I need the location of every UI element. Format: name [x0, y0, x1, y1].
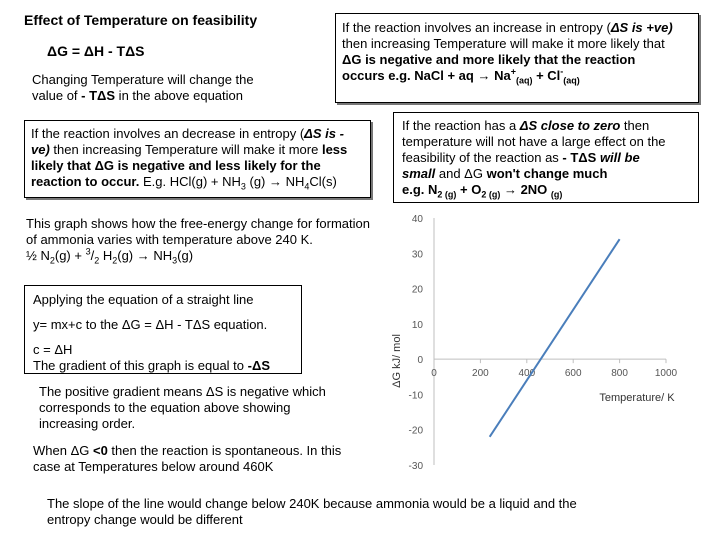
y-tick-label: 0 — [417, 355, 423, 367]
free-energy-chart — [385, 205, 699, 485]
entropy-zero-box: If the reaction has a ΔS close to zero then temperature will not have a large effect on the feasibility of the reaction as - TΔS will be small and ΔG won't change much e.g. $N_{2 (g)} + O_{2 (g)} \to 2NO$ $_{(g)}$ — [393, 112, 699, 203]
spontaneous-text: When ΔG <0 then the reaction is spontaneous. In this case at Temperatures below around 460K — [33, 443, 342, 474]
y-tick-label: 40 — [411, 214, 423, 225]
x-tick-label: 0 — [431, 368, 437, 380]
positive-gradient-text: The positive gradient means ΔS is negative which corresponds to the equation above showing increasing order. — [39, 384, 326, 431]
y-tick-label: 30 — [411, 249, 423, 261]
y-tick-label: -20 — [408, 425, 423, 437]
entropy-increase-box: If the reaction involves an increase in entropy (ΔS is +ve) then increasing Temperature will make it more likely that ΔG is negative and more likely that the reaction occurs e.g. NaCl + aq → $Na^+_{(aq)} + Cl^-_{(aq)}$ — [335, 13, 699, 103]
y-tick-label: 10 — [411, 319, 423, 331]
x-axis-label: Temperature/ K — [599, 392, 675, 404]
x-tick-label: 600 — [564, 368, 582, 380]
y-tick-label: -10 — [408, 390, 423, 402]
y-axis-label: ΔG kJ/ mol — [391, 334, 403, 388]
series-line — [490, 239, 620, 437]
y-tick-label: -30 — [408, 461, 423, 472]
x-tick-label: 1000 — [654, 368, 678, 380]
y-tick-label: 20 — [411, 284, 423, 296]
main-equation: ΔG = ΔH - TΔS — [47, 43, 145, 59]
graph-description: This graph shows how the free-energy change for formation of ammonia varies with temperature above 240 K. ½ $N_2(g) + ^3/_2$ $H_2(g) \to NH_3(g)$ — [26, 216, 370, 266]
entropy-decrease-box: If the reaction involves an decrease in entropy (ΔS is - ve) then increasing Temperature will make it more less likely that ΔG is negative and less likely for the reaction to occur. E.g. $HCl(g) + NH_3$ $(g) \to NH_4Cl(s)$ — [24, 120, 371, 198]
x-tick-label: 400 — [518, 368, 536, 380]
straight-line-box: Applying the equation of a straight line y= mx+c to the ΔG = ΔH - TΔS equation. c = ΔH The gradient of this graph is equal to -ΔS — [24, 285, 302, 374]
x-tick-label: 800 — [611, 368, 628, 380]
x-tick-label: 200 — [472, 368, 489, 380]
slope-note: The slope of the line would change below 240K because ammonia would be a liquid and the entropy change would be different — [47, 496, 577, 527]
changing-temperature-text: Changing Temperature will change the value of - TΔS in the above equation — [32, 72, 254, 103]
page-title: Effect of Temperature on feasibility — [24, 12, 258, 28]
